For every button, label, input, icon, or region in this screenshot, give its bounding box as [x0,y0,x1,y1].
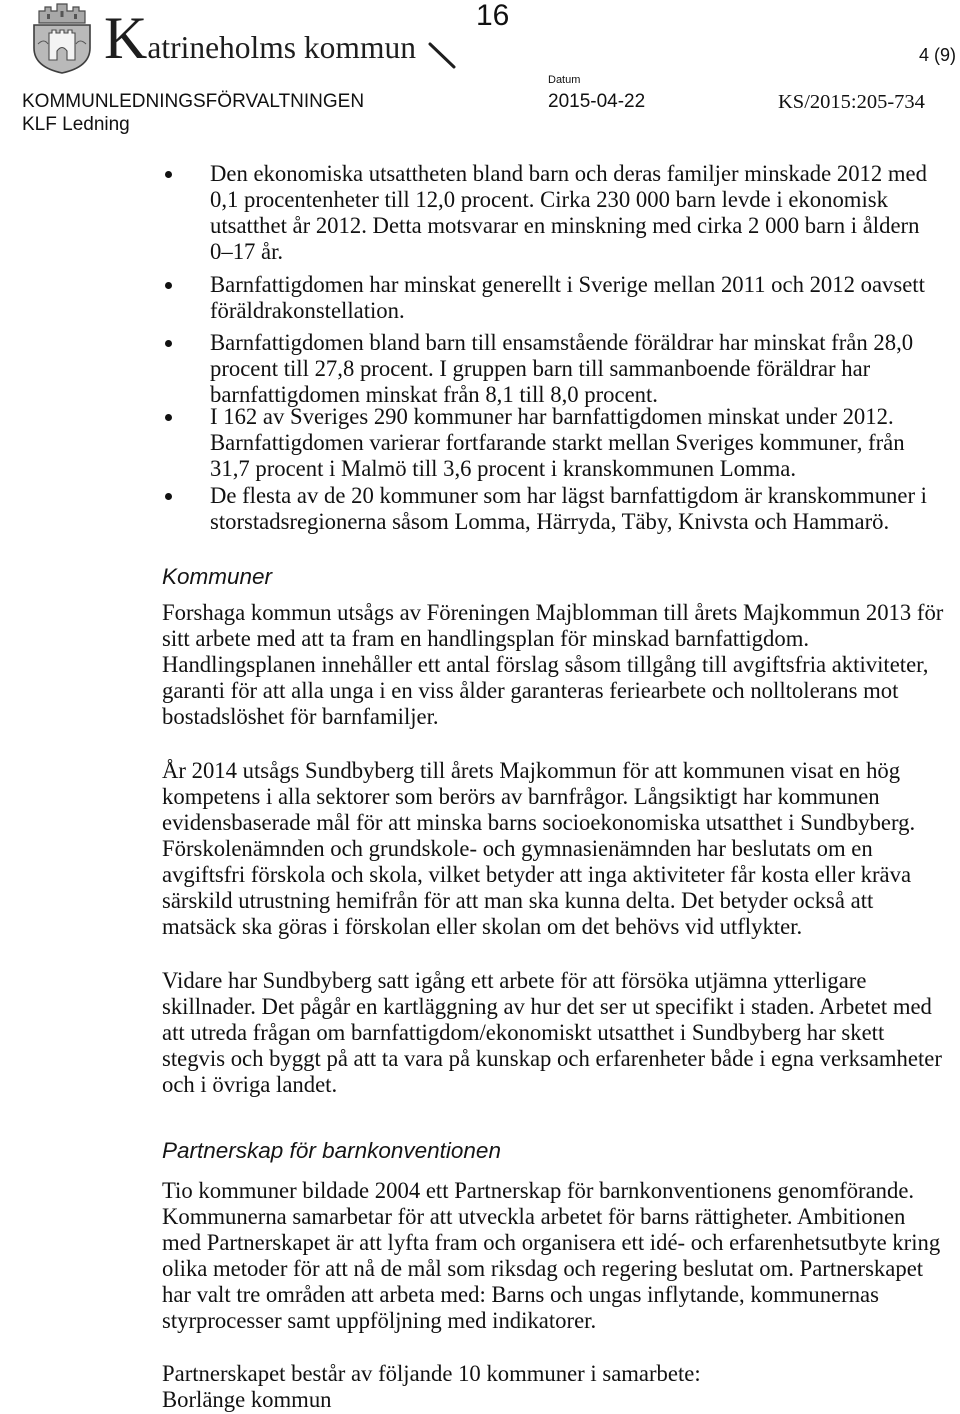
logotype-swoosh-icon [424,40,464,70]
text-line: bostadslöshet för barnfamiljer. [162,704,439,729]
text-line: att utreda frågan om barnfattigdom/ekonomiskt utsatthet i Sundbyberg har skett [162,1020,885,1045]
bullet-dot-icon [165,493,172,500]
date-label: Datum [548,74,581,86]
bullet-text [210,161,927,265]
reference-number: KS/2015:205-734 [778,91,925,113]
text-line: Tio kommuner bildade 2004 ett Partnerskap för barnkonventionens genomförande. [162,1178,915,1203]
department-name: KOMMUNLEDNINGSFÖRVALTNINGEN [22,91,365,112]
text-line: De flesta av de 20 kommuner som har lägst barnfattigdom är kranskommuner i [210,483,927,508]
section-heading: Kommuner [162,564,273,589]
paragraph [162,600,943,730]
bullet-text [210,272,925,324]
text-line: matsäck ska göras i förskolan eller skolan om det behövs vid utflykter. [162,914,803,939]
text-line: styrprocesser samt uppföljning med indikatorer. [162,1308,597,1333]
text-line: avgiftsfri förskola och skola, vilket betyder att inga aktiviteter får kosta eller kräva [162,862,912,887]
text-line: Barnfattigdomen bland barn till ensamstående föräldrar har minskat från 28,0 [210,330,914,355]
municipality-logotype: Katrineholms kommun [104,5,416,71]
text-line: olika metoder för att nå de mål som riksdag och regering beslutat om. Partnerskapet [162,1256,924,1281]
text-line: skillnader. Det pågår en kartläggning av hur det ser ut specifikt i staden. Arbetet med [162,994,932,1019]
text-line: utsatthet år 2012. Detta motsvarar en minskning med cirka 2 000 barn i åldern [210,213,920,238]
bullet-text [210,404,905,482]
bullet-dot-icon [165,414,172,421]
text-line: och i övriga landet. [162,1072,338,1097]
text-line: garanti för att alla unga i en viss ålder garanteras feriearbete och nolltolerans mot [162,678,899,703]
paragraph [162,1361,701,1413]
bullet-dot-icon [165,171,172,178]
text-line: har valt tre områden att arbeta med: Barns och ungas inflytande, kommunernas [162,1282,879,1307]
text-line: Barnfattigdomen varierar fortfarande starkt mellan Sveriges kommuner, från [210,430,905,455]
text-line: 0,1 procentenheter till 12,0 procent. Cirka 230 000 barn levde i ekonomisk [210,187,888,212]
paragraph [162,968,942,1098]
text-line: procent till 27,8 procent. I gruppen barn till sammanboende föräldrar har [210,356,871,381]
text-line: Borlänge kommun [162,1387,332,1412]
text-line: stegvis och byggt på att ta vara på kunskap och erfarenheter både i egna verksamheter [162,1046,942,1071]
text-line: Barnfattigdomen har minskat generellt i Sverige mellan 2011 och 2012 oavsett [210,272,925,297]
text-line: I 162 av Sveriges 290 kommuner har barnfattigdomen minskat under 2012. [210,404,894,429]
text-line: sitt arbete med att ta fram en handlingsplan för minskad barnfattigdom. [162,626,810,651]
paragraph [162,758,915,940]
text-line: Vidare har Sundbyberg satt igång ett arbete för att försöka utjämna ytterligare [162,968,867,993]
unit-name: KLF Ledning [22,114,130,135]
bullet-dot-icon [165,340,172,347]
text-line: 0–17 år. [210,239,284,264]
text-line: Den ekonomiska utsattheten bland barn och deras familjer minskade 2012 med [210,161,927,186]
page-top-number: 16 [476,0,510,32]
text-line: med Partnerskapet är att lyfta fram och organisera ett idé- och erfarenhetsutbyte kring [162,1230,941,1255]
text-line: Handlingsplanen innehåller ett antal förslag såsom tillgång till avgiftsfria aktiviteter, [162,652,929,677]
section-heading: Partnerskap för barnkonventionen [162,1138,501,1163]
text-line: kompetens i alla sektorer som berörs av barnfrågor. Långsiktigt har kommunen [162,784,880,809]
text-line: evidensbaserade mål för att minska barns socioekonomiska utsatthet i Sundbyberg. [162,810,916,835]
text-line: Kommunerna samarbetar för att utveckla arbetet för barns rättigheter. Ambitionen [162,1204,906,1229]
page-count: 4 (9) [918,45,956,65]
coat-of-arms-icon [30,2,94,74]
text-line: föräldrakonstellation. [210,298,405,323]
text-line: År 2014 utsågs Sundbyberg till årets Majkommun för att kommunen visat en hög [162,758,901,783]
bullet-dot-icon [165,282,172,289]
text-line: särskild utrustning hemifrån för att man ska kunna delta. Det betyder också att [162,888,874,913]
text-line: Förskolenämnden och grundskole- och gymnasienämnden har beslutats om en [162,836,873,861]
document-date: 2015-04-22 [548,91,646,112]
paragraph [162,1178,940,1334]
text-line: barnfattigdomen minskat från 8,1 till 8,0 procent. [210,382,658,407]
text-line: storstadsregionerna såsom Lomma, Härryda, Täby, Knivsta och Hammarö. [210,509,890,534]
text-line: 31,7 procent i Malmö till 3,6 procent i kranskommunen Lomma. [210,456,796,481]
bullet-text [210,330,913,408]
bullet-text [210,483,927,535]
text-line: Partnerskapet består av följande 10 kommuner i samarbete: [162,1361,701,1386]
text-line: Forshaga kommun utsågs av Föreningen Majblomman till årets Majkommun 2013 för [162,600,944,625]
